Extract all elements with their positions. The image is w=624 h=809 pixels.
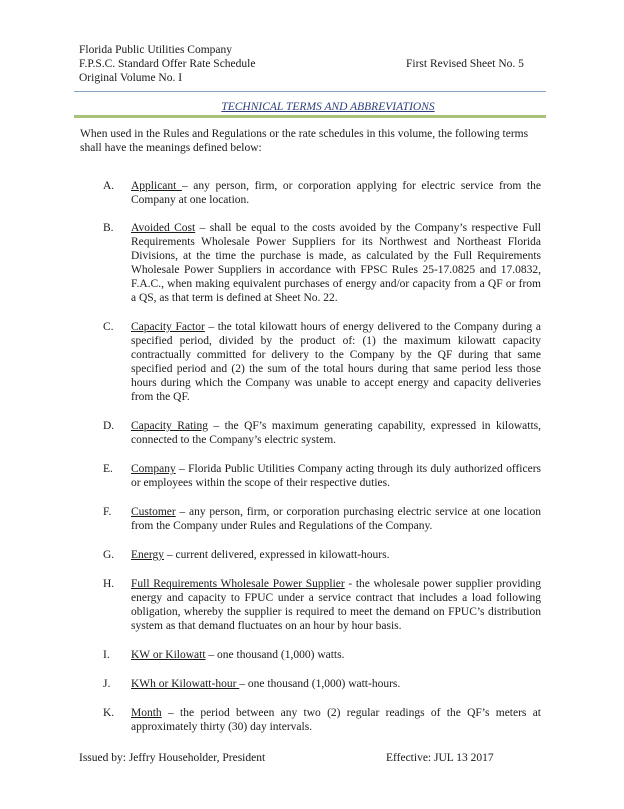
definition-term: KW or Kilowatt — [131, 649, 206, 661]
footer-effective-date: Effective: JUL 13 2017 — [386, 752, 494, 764]
header-volume: Original Volume No. I — [79, 72, 183, 84]
definition-text: – shall be equal to the costs avoided by the Company’s respective Full Requirements Wholesale Power Suppliers for its Northwest and Northeast Florida Divisions, at the time the purchase is made, as calculated by the Full Requirements Wholesale Power Suppliers in accordance with FPSC Rules 25-17.0825 and 17.0832, F.A.C., when making equivalent purchases of energy and/or capacity from a QF or from a QS, as that term is defined at Sheet No. 22. — [131, 222, 541, 304]
definition-letter: H. — [103, 578, 115, 590]
definition-k — [103, 706, 541, 734]
definition-letter: E. — [103, 463, 113, 475]
definition-letter: B. — [103, 222, 114, 234]
definition-term: Capacity Rating — [131, 420, 208, 432]
definition-text: – one thousand (1,000) watts. — [205, 649, 345, 661]
title-divider — [74, 115, 546, 118]
header-left — [79, 43, 255, 85]
header-schedule: F.P.S.C. Standard Offer Rate Schedule — [79, 58, 256, 70]
definition-term: Capacity Factor — [131, 321, 205, 333]
definition-b — [103, 221, 541, 305]
definition-letter: C. — [103, 321, 114, 333]
definition-letter: A. — [103, 180, 115, 192]
definition-text: – the QF’s maximum generating capability, expressed in kilowatts, connected to the Company’s electric system. — [131, 420, 542, 446]
definition-term: KWh or Kilowatt-hour — [131, 678, 240, 690]
page-title: TECHNICAL TERMS AND ABBREVIATIONS — [221, 101, 435, 113]
definition-letter: D. — [103, 420, 115, 432]
definition-term: Company — [131, 463, 176, 475]
definition-text: – any person, firm, or corporation applying for electric service from the Company at one location. — [131, 180, 541, 206]
definition-d — [103, 419, 541, 447]
definition-text: – the period between any two (2) regular readings of the QF’s meters at approximately thirty (30) day intervals. — [131, 707, 541, 733]
definition-term: Energy — [131, 549, 165, 561]
definition-term: Avoided Cost — [131, 222, 196, 234]
definition-letter: K. — [103, 707, 115, 719]
definition-text: – any person, firm, or corporation purchasing electric service at one location from the Company under Rules and Regulations of the Company. — [131, 506, 541, 532]
definition-h — [103, 577, 541, 633]
definition-text: – Florida Public Utilities Company acting through its duly authorized officers or employees within the scope of their respective duties. — [131, 463, 541, 489]
definition-letter: G. — [103, 549, 115, 561]
definition-g — [103, 548, 541, 562]
definition-term: Full Requirements Wholesale Power Supplier — [131, 578, 345, 590]
definition-letter: J. — [103, 678, 111, 690]
header-divider — [74, 91, 546, 92]
definition-letter: I. — [103, 649, 110, 661]
definition-text: - the wholesale power supplier providing energy and capacity to FPUC under a service contract that includes a load following obligation, whereby the supplier is required to meet the demand on FPUC’s distribution system as that demand fluctuates on an hour by hour basis. — [131, 578, 541, 632]
definition-term: Month — [131, 707, 162, 719]
definition-c — [103, 320, 541, 404]
definition-text: – one thousand (1,000) watt-hours. — [239, 678, 401, 690]
definition-e — [103, 462, 541, 490]
intro-paragraph: When used in the Rules and Regulations or the rate schedules in this volume, the following terms shall have the meanings defined below: — [80, 128, 529, 154]
definition-j — [103, 677, 541, 691]
footer-issued-by: Issued by: Jeffry Householder, President — [79, 752, 266, 764]
definition-text: – the total kilowatt hours of energy delivered to the Company during a specified period, divided by the product of: (1) the maximum kilowatt capacity contractually committed for delivery to the Company by the QF during that same specified period and (2) the sum of the total hours during that same period less those hours during which the Company was unable to accept energy and capacity deliveries from the QF. — [131, 321, 541, 403]
definition-i — [103, 648, 541, 662]
definition-f — [103, 505, 541, 533]
definition-text: – current delivered, expressed in kilowatt-hours. — [164, 549, 390, 561]
definition-a — [103, 179, 541, 207]
definition-letter: F. — [103, 506, 112, 518]
definitions-list — [103, 179, 541, 734]
header-company: Florida Public Utilities Company — [79, 44, 233, 56]
header-sheet-number: First Revised Sheet No. 5 — [406, 58, 524, 70]
definition-term: Applicant — [131, 180, 182, 192]
definition-term: Customer — [131, 506, 176, 518]
